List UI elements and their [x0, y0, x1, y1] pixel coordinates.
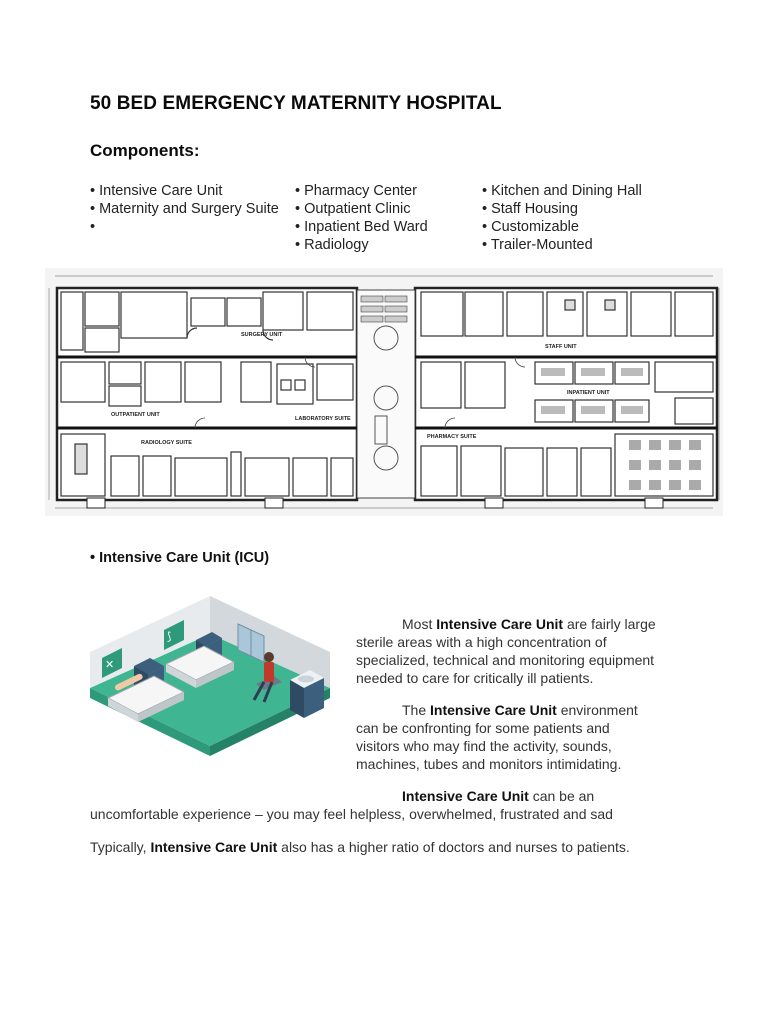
component-item: • — [90, 219, 96, 235]
p1-line: are fairly large — [563, 616, 656, 632]
p2-bold: Intensive Care Unit — [430, 702, 557, 718]
component-item: • Staff Housing — [482, 201, 578, 217]
icu-paragraph-4 — [90, 838, 630, 856]
component-item: • Pharmacy Center — [295, 183, 417, 199]
component-item: • Inpatient Bed Ward — [295, 219, 428, 235]
plan-label-staff: STAFF UNIT — [545, 344, 577, 350]
p4-tail: also has a higher ratio of doctors and nurses to patients. — [277, 839, 630, 855]
p2-line: can be confronting for some patients and — [356, 720, 610, 736]
icu-paragraph-3-start — [402, 787, 594, 805]
p1-line: needed to care for critically ill patients. — [356, 670, 594, 686]
components-column-1 — [90, 182, 279, 236]
icu-paragraph-1 — [356, 615, 656, 687]
components-heading: Components: — [90, 141, 200, 160]
p1-bold: Intensive Care Unit — [436, 616, 564, 632]
p4-bold: Intensive Care Unit — [150, 839, 278, 855]
p1-line: specialized, technical and monitoring equipment — [356, 652, 655, 668]
component-item: • Outpatient Clinic — [295, 201, 411, 217]
component-item: • Customizable — [482, 219, 579, 235]
plan-label-surgery: SURGERY UNIT — [241, 332, 283, 338]
icu-room-illustration — [88, 596, 332, 786]
plan-label-pharmacy: PHARMACY SUITE — [427, 434, 477, 440]
plan-label-radiology: RADIOLOGY SUITE — [141, 440, 192, 446]
floor-plan-drawing — [45, 268, 723, 516]
p2-line: visitors who may find the activity, sounds, — [356, 738, 612, 754]
icu-heading: • Intensive Care Unit (ICU) — [90, 550, 270, 566]
component-item: • Maternity and Surgery Suite — [90, 201, 279, 217]
component-item: • Radiology — [295, 237, 369, 253]
icu-room-drawing — [88, 596, 332, 786]
component-item: • Kitchen and Dining Hall — [482, 183, 642, 199]
floor-plan-image — [45, 268, 723, 516]
p2-line: environment — [556, 702, 638, 718]
icu-paragraph-3-end: uncomfortable experience – you may feel helpless, overwhelmed, frustrated and sad — [90, 806, 613, 822]
p2-line: machines, tubes and monitors intimidating. — [356, 756, 622, 772]
component-item: • Intensive Care Unit — [90, 183, 223, 199]
page-title: 50 BED EMERGENCY MATERNITY HOSPITAL — [90, 93, 502, 114]
p1-lead: Most — [402, 616, 437, 632]
component-item: • Trailer-Mounted — [482, 237, 593, 253]
components-column-3 — [482, 182, 642, 254]
icu-paragraph-2 — [356, 701, 638, 773]
plan-label-inpatient: INPATIENT UNIT — [567, 390, 610, 396]
p4-lead: Typically, — [90, 839, 151, 855]
p3-line: can be an — [528, 788, 595, 804]
plan-label-laboratory: LABORATORY SUITE — [295, 416, 351, 422]
p3-bold: Intensive Care Unit — [402, 788, 529, 804]
dna-poster-icon: ⟆ — [167, 631, 172, 643]
p2-lead: The — [402, 702, 431, 718]
components-column-2 — [295, 182, 428, 254]
p1-line: sterile areas with a high concentration of — [356, 634, 607, 650]
dna-poster-icon: ✕ — [105, 659, 115, 671]
plan-label-outpatient: OUTPATIENT UNIT — [111, 412, 160, 418]
